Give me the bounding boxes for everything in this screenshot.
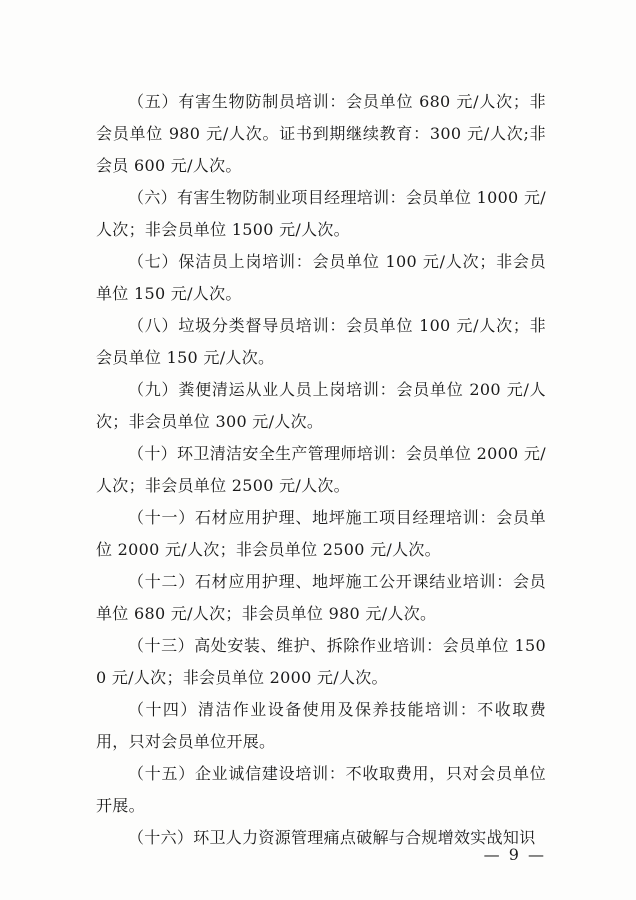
fee-item-11: （十一）石材应用护理、地坪施工项目经理培训：会员单位 2000 元/人次；非会员单位 2500 元/人次。 <box>96 508 546 559</box>
fee-item-14: （十四）清洁作业设备使用及保养技能培训：不收取费用，只对会员单位开展。 <box>96 700 546 751</box>
fee-item-9: （九）粪便清运从业人员上岗培训：会员单位 200 元/人次；非会员单位 300 元/人次。 <box>96 380 546 431</box>
fee-item-5: （五）有害生物防制员培训：会员单位 680 元/人次；非会员单位 980 元/人次。证书到期继续教育：300 元/人次;非会员 600 元/人次。 <box>96 92 546 175</box>
fee-item-10: （十）环卫清洁安全生产管理师培训：会员单位 2000 元/人次；非会员单位 2500 元/人次。 <box>96 444 546 495</box>
fee-item-7: （七）保洁员上岗培训：会员单位 100 元/人次；非会员单位 150 元/人次。 <box>96 252 546 303</box>
fee-item-13: （十三）高处安装、维护、拆除作业培训：会员单位 1500 元/人次；非会员单位 2000 元/人次。 <box>96 636 546 687</box>
fee-item-6: （六）有害生物防制业项目经理培训：会员单位 1000 元/人次；非会员单位 1500 元/人次。 <box>96 188 546 239</box>
document-body <box>96 86 546 854</box>
fee-item-16: （十六）环卫人力资源管理痛点破解与合规增效实战知识 <box>128 828 536 847</box>
fee-item-12: （十二）石材应用护理、地坪施工公开课结业培训：会员单位 680 元/人次；非会员单位 980 元/人次。 <box>96 572 546 623</box>
fee-item-15: （十五）企业诚信建设培训：不收取费用，只对会员单位开展。 <box>96 764 546 815</box>
page-number: — 9 — <box>483 845 546 864</box>
fee-item-8: （八）垃圾分类督导员培训：会员单位 100 元/人次；非会员单位 150 元/人次。 <box>96 316 546 367</box>
